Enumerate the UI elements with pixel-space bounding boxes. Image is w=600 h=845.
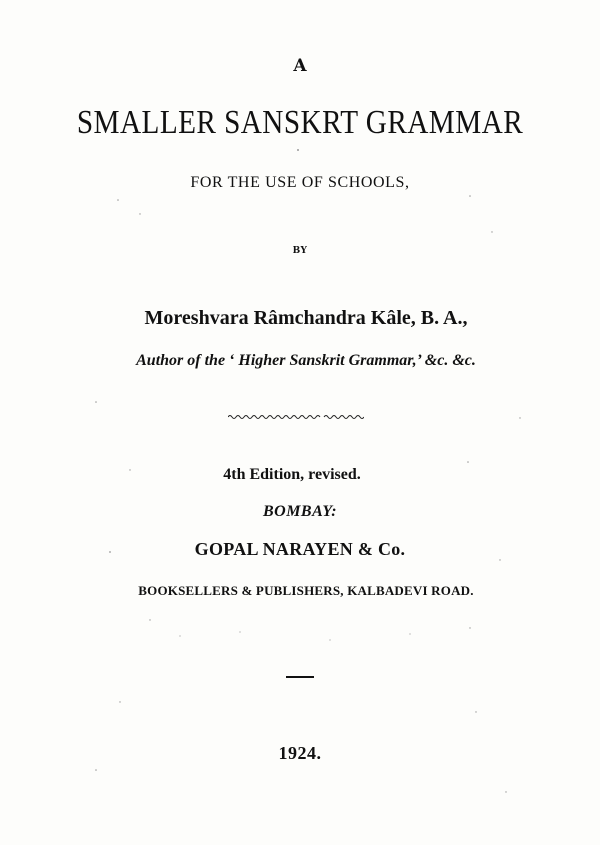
title-article: A [293,56,307,76]
publisher-name: GOPAL NARAYEN & Co. [194,539,406,559]
publication-year: 1924. [278,743,322,763]
book-title: SMALLER SANSKRT GRAMMAR [76,104,524,141]
publication-city: BOMBAY: [262,503,338,520]
by-label: BY [292,246,308,256]
short-rule [286,676,314,678]
edition-note: 4th Edition, revised. [223,466,361,483]
book-subtitle: FOR THE USE OF SCHOOLS, [190,174,410,191]
publisher-description: BOOKSELLERS & PUBLISHERS, KALBADEVI ROAD. [138,583,474,598]
ornament-divider [228,412,364,422]
author-name: Moreshvara Râmchandra Kâle, B. A., [144,307,468,329]
author-credit: Author of the ‘ Higher Sanskrit Grammar,’ &c. &c. [136,352,476,369]
